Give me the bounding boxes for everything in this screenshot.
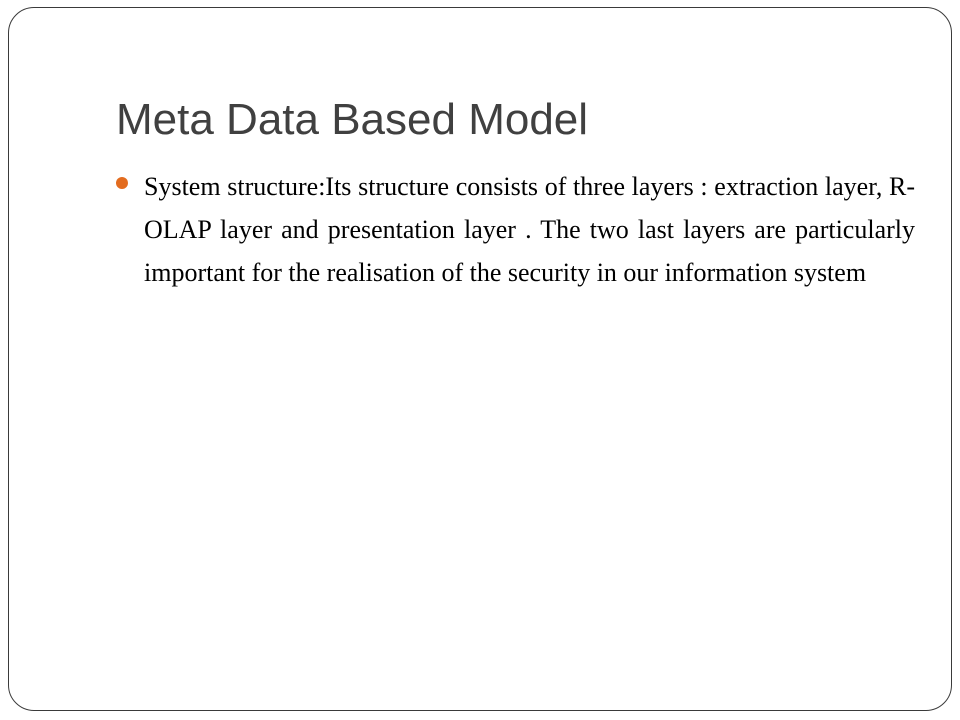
slide-title: Meta Data Based Model [116,95,589,144]
bullet-dot-icon [116,177,128,189]
bullet-item [116,165,915,294]
bullet-list [116,165,915,294]
bullet-text: System structure:Its structure consists of three layers : extraction layer, R-OLAP layer and presentation layer . The two last layers are particularly important for the realisation of the security in our information system [144,172,915,287]
slide [8,7,952,711]
